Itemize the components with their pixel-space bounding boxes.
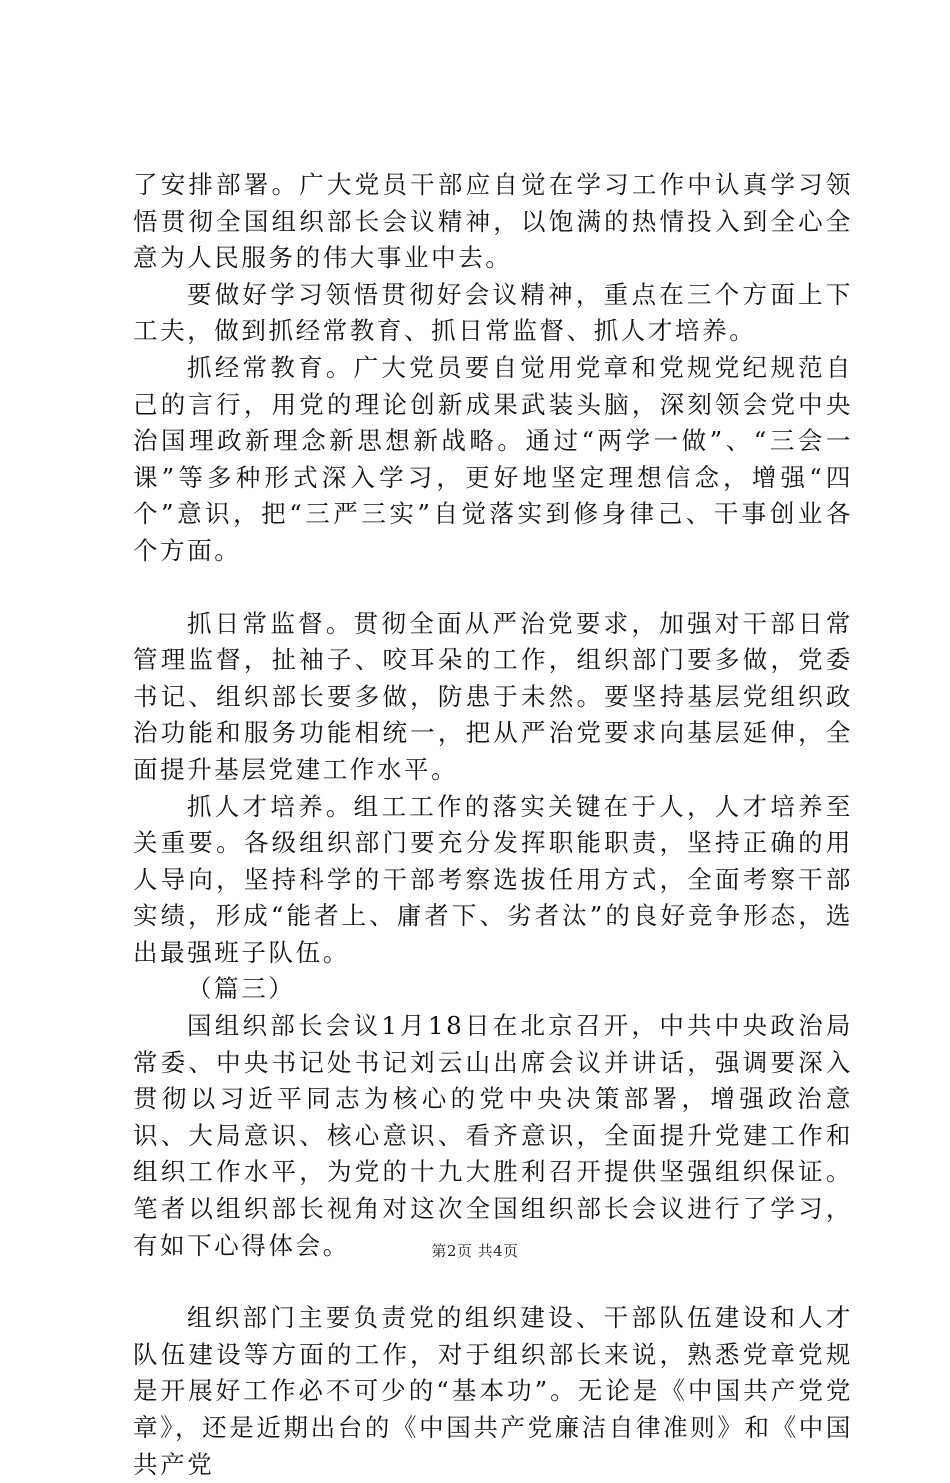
paragraph-continuation: 了安排部署。广大党员干部应自觉在学习工作中认真学习领悟贯彻全国组织部长会议精神，以饱满的热情投入到全心全意为人民服务的伟大事业中去。 — [133, 170, 853, 273]
section-heading: （篇三） — [187, 974, 296, 1004]
paragraph-overview: 要做好学习领悟贯彻好会议精神，重点在三个方面上下工夫，做到抓经常教育、抓日常监督、抓人才培养。 — [133, 279, 853, 346]
page-number: 第2页 共4页 — [431, 1242, 519, 1260]
body-text — [133, 167, 853, 1483]
paragraph-meeting: 国组织部长会议1月18日在北京召开，中共中央政治局常委、中央书记处书记刘云山出席会议并讲话，强调要深入贯彻以习近平同志为核心的党中央决策部署，增强政治意识、大局意识、核心意识、看齐意识，全面提升党建工作和组织工作水平，为党的十九大胜利召开提供坚强组织保证。笔者以组织部长视角对这次全国组织部长会议进行了学习，有如下心得体会。 — [133, 1011, 853, 1260]
paragraph-education: 抓经常教育。广大党员要自觉用党章和党规党纪规范自己的言行，用党的理论创新成果武装头脑，深刻领会党中央治国理政新理念新思想新战略。通过“两学一做”、“三会一课”等多种形式深入学习，更好地坚定理想信念，增强“四个”意识，把“三严三实”自觉落实到修身律己、干事创业各个方面。 — [133, 352, 853, 565]
paragraph-organization: 组织部门主要负责党的组织建设、干部队伍建设和人才队伍建设等方面的工作，对于组织部长来说，熟悉党章党规是开展好工作必不可少的“基本功”。无论是《中国共产党党章》，还是近期出台的《中国共产党廉洁自律准则》和《中国共产党 — [133, 1303, 853, 1479]
paragraph-talent: 抓人才培养。组工工作的落实关键在于人，人才培养至关重要。各级组织部门要充分发挥职能职责，坚持正确的用人导向，坚持科学的干部考察选拔任用方式，全面考察干部实绩，形成“能者上、庸者下、劣者汰”的良好竞争形态，选出最强班子队伍。 — [133, 791, 853, 967]
paragraph-supervision: 抓日常监督。贯彻全面从严治党要求，加强对干部日常管理监督，扯袖子、咬耳朵的工作，组织部门要多做，党委书记、组织部长要多做，防患于未然。要坚持基层党组织政治功能和服务功能相统一，把从严治党要求向基层延伸，全面提升基层党建工作水平。 — [133, 608, 853, 784]
